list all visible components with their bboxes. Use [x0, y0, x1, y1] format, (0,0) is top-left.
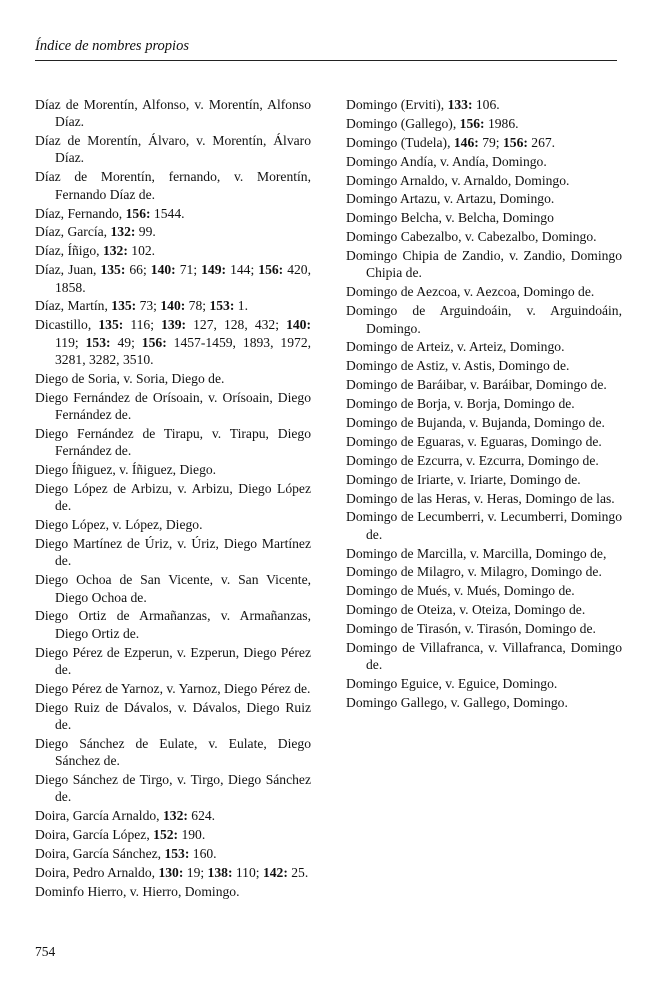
index-entry: Díaz, García, 132: 99.	[35, 224, 156, 240]
index-entry: Domingo Chipia de Zandio, v. Zandio, Domingo Chipia de.	[346, 248, 622, 281]
index-entry: Domingo Andía, v. Andía, Domingo.	[346, 153, 547, 169]
index-entry: Domingo Gallego, v. Gallego, Domingo.	[346, 695, 568, 711]
index-entry: Diego Ortiz de Armañanzas, v. Armañanzas, Diego Ortiz de.	[35, 608, 311, 641]
header-rule	[35, 60, 617, 61]
index-entry: Diego Ruiz de Dávalos, v. Dávalos, Diego Ruiz de.	[35, 699, 311, 732]
index-entry: Diego Sánchez de Eulate, v. Eulate, Diego Sánchez de.	[35, 735, 311, 769]
index-entry: Domingo de Villafranca, v. Villafranca, Domingo de.	[346, 640, 622, 673]
index-entry: Domingo de Lecumberri, v. Lecumberri, Domingo de.	[346, 509, 622, 542]
index-entry: Domingo de Borja, v. Borja, Domingo de.	[346, 396, 575, 412]
index-entry: Domingo de Baráibar, v. Baráibar, Domingo de.	[346, 377, 607, 393]
index-entry: Domingo de Marcilla, v. Marcilla, Domingo de,	[346, 545, 607, 561]
index-entry: Domingo de Iriarte, v. Iriarte, Domingo de.	[346, 471, 581, 487]
index-entry: Díaz de Morentín, fernando, v. Morentín, Fernando Díaz de.	[35, 169, 311, 202]
index-entry: Diego Ochoa de San Vicente, v. San Vicente, Diego Ochoa de.	[35, 572, 311, 605]
index-entry: Díaz de Morentín, Alfonso, v. Morentín, Alfonso Díaz.	[35, 97, 311, 130]
index-entry: Diego Martínez de Úriz, v. Úriz, Diego Martínez de.	[35, 536, 311, 569]
index-column-left	[35, 96, 311, 902]
index-entry: Dominfo Hierro, v. Hierro, Domingo.	[35, 883, 240, 899]
index-entry: Diego López, v. López, Diego.	[35, 517, 203, 533]
index-entry: Doira, García Arnaldo, 132: 624.	[35, 808, 216, 824]
index-entry: Domingo de Oteiza, v. Oteiza, Domingo de.	[346, 602, 586, 618]
index-entry: Díaz, Fernando, 156: 1544.	[35, 205, 185, 221]
page-number: 754	[35, 944, 56, 959]
index-entry: Domingo Cabezalbo, v. Cabezalbo, Domingo.	[346, 229, 597, 245]
index-entry: Diego de Soria, v. Soria, Diego de.	[35, 370, 225, 386]
index-column-right	[346, 96, 622, 713]
index-entry: Díaz, Íñigo, 132: 102.	[35, 243, 156, 259]
index-entry: Domingo de Mués, v. Mués, Domingo de.	[346, 583, 575, 599]
index-entry: Diego Íñiguez, v. Íñiguez, Diego.	[35, 462, 217, 478]
index-entry: Domingo Arnaldo, v. Arnaldo, Domingo.	[346, 172, 570, 188]
index-entry: Diego Fernández de Tirapu, v. Tirapu, Diego Fernández de.	[35, 425, 311, 459]
index-entry: Domingo Eguice, v. Eguice, Domingo.	[346, 676, 558, 692]
running-header: Índice de nombres propios	[35, 38, 189, 54]
index-entry: Doira, Pedro Arnaldo, 130: 19; 138: 110; 142: 25.	[35, 864, 309, 880]
index-entry: Domingo de Milagro, v. Milagro, Domingo de.	[346, 564, 602, 580]
index-entry: Diego Sánchez de Tirgo, v. Tirgo, Diego Sánchez de.	[35, 772, 311, 805]
index-entry: Domingo Artazu, v. Artazu, Domingo.	[346, 191, 555, 207]
index-entry: Domingo de Arguindoáin, v. Arguindoáin, Domingo.	[346, 303, 622, 336]
index-entry: Diego Pérez de Yarnoz, v. Yarnoz, Diego Pérez de.	[35, 680, 311, 696]
index-entry: Diego Fernández de Orísoain, v. Orísoain, Diego Fernández de.	[35, 389, 311, 422]
index-entry: Diego López de Arbizu, v. Arbizu, Diego López de.	[35, 480, 311, 514]
index-entry: Diego Pérez de Ezperun, v. Ezperun, Diego Pérez de.	[35, 644, 311, 677]
index-entry: Domingo Belcha, v. Belcha, Domingo	[346, 210, 554, 226]
index-entry: Domingo de Tirasón, v. Tirasón, Domingo de.	[346, 621, 596, 637]
index-entry: Domingo (Tudela), 146: 79; 156: 267.	[346, 134, 556, 150]
index-entry: Doira, García Sánchez, 153: 160.	[35, 846, 217, 862]
index-entry: Domingo (Gallego), 156: 1986.	[346, 115, 519, 131]
index-entry: Domingo de Aezcoa, v. Aezcoa, Domingo de.	[346, 284, 595, 300]
index-entry: Díaz de Morentín, Álvaro, v. Morentín, Álvaro Díaz.	[35, 133, 311, 166]
index-entry: Domingo de Bujanda, v. Bujanda, Domingo de.	[346, 414, 605, 430]
index-entry: Domingo (Erviti), 133: 106.	[346, 97, 500, 112]
index-entry: Díaz, Martín, 135: 73; 140: 78; 153: 1.	[35, 298, 248, 314]
index-entry: Domingo de Astiz, v. Astis, Domingo de.	[346, 358, 570, 374]
index-entry: Doira, García López, 152: 190.	[35, 827, 206, 843]
index-entry: Domingo de Eguaras, v. Eguaras, Domingo de.	[346, 433, 602, 449]
index-entry: Domingo de las Heras, v. Heras, Domingo de las.	[346, 490, 615, 506]
index-entry: Dicastillo, 135: 116; 139: 127, 128, 432; 140: 119; 153: 49; 156: 1457-1459, 1893, 1972, 3281, 3282, 3510.	[35, 317, 312, 367]
index-entry: Díaz, Juan, 135: 66; 140: 71; 149: 144; 156: 420, 1858.	[35, 262, 311, 295]
index-entry: Domingo de Arteiz, v. Arteiz, Domingo.	[346, 339, 565, 355]
index-entry: Domingo de Ezcurra, v. Ezcurra, Domingo de.	[346, 452, 599, 468]
